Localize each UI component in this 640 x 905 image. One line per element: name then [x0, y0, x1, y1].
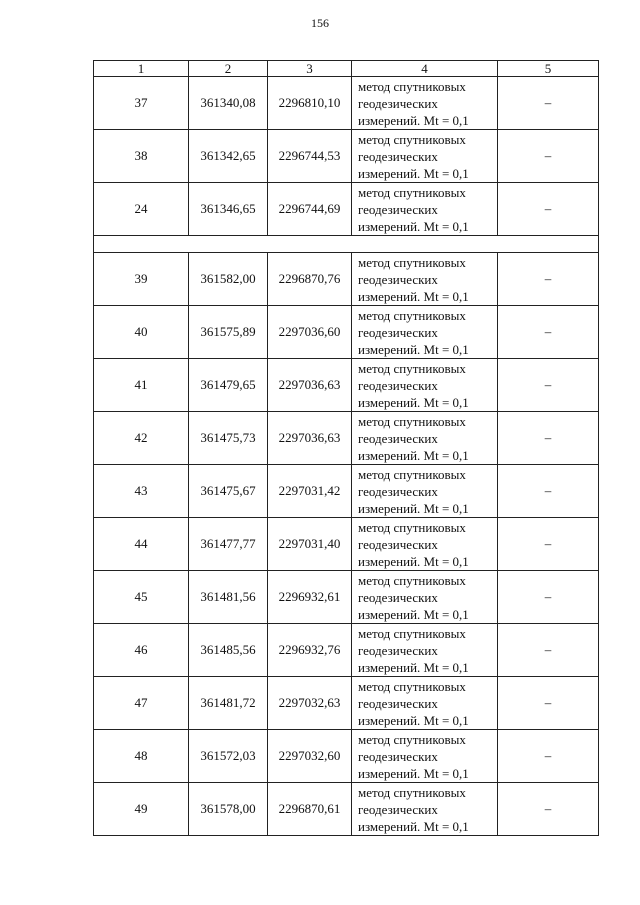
header-col-1: 1: [94, 61, 189, 77]
y-coordinate-cell: 2296932,76: [268, 624, 352, 677]
header-col-3: 3: [268, 61, 352, 77]
method-line: метод спутниковых: [358, 625, 466, 641]
method-cell: [352, 130, 498, 183]
y-coordinate-cell: 2297031,42: [268, 465, 352, 518]
method-line: метод спутниковых: [358, 131, 466, 147]
method-line: метод спутниковых: [358, 678, 466, 694]
point-number-cell: 46: [94, 624, 189, 677]
method-line: геодезических: [358, 695, 438, 711]
method-cell: [352, 518, 498, 571]
section-separator-cell: [94, 236, 599, 253]
point-number-cell: 38: [94, 130, 189, 183]
table-row: [94, 465, 599, 518]
point-number-cell: 24: [94, 183, 189, 236]
point-number-cell: 45: [94, 571, 189, 624]
method-cell: [352, 730, 498, 783]
method-line: геодезических: [358, 201, 438, 217]
note-cell: –: [498, 677, 599, 730]
point-number-cell: 40: [94, 306, 189, 359]
point-number-cell: 49: [94, 783, 189, 836]
point-number-cell: 37: [94, 77, 189, 130]
method-line: метод спутниковых: [358, 254, 466, 270]
y-coordinate-cell: 2297036,60: [268, 306, 352, 359]
x-coordinate-cell: 361475,67: [189, 465, 268, 518]
x-coordinate-cell: 361481,56: [189, 571, 268, 624]
method-line: измерений. Mt = 0,1: [358, 659, 469, 675]
table-row: [94, 571, 599, 624]
y-coordinate-cell: 2297036,63: [268, 359, 352, 412]
y-coordinate-cell: 2297036,63: [268, 412, 352, 465]
note-cell: –: [498, 253, 599, 306]
method-line: геодезических: [358, 271, 438, 287]
table-row: [94, 183, 599, 236]
table-row: [94, 130, 599, 183]
y-coordinate-cell: 2297031,40: [268, 518, 352, 571]
x-coordinate-cell: 361477,77: [189, 518, 268, 571]
table-header-row: [94, 61, 599, 77]
page-number: 156: [311, 16, 329, 30]
x-coordinate-cell: 361575,89: [189, 306, 268, 359]
method-line: геодезических: [358, 536, 438, 552]
method-cell: [352, 624, 498, 677]
method-line: метод спутниковых: [358, 413, 466, 429]
method-cell: [352, 359, 498, 412]
point-number-cell: 47: [94, 677, 189, 730]
point-number-cell: 43: [94, 465, 189, 518]
method-cell: [352, 677, 498, 730]
method-line: геодезических: [358, 589, 438, 605]
header-col-4: 4: [352, 61, 498, 77]
method-line: метод спутниковых: [358, 78, 466, 94]
table-row: [94, 412, 599, 465]
table-row: [94, 624, 599, 677]
table-row: [94, 253, 599, 306]
note-cell: –: [498, 465, 599, 518]
note-cell: –: [498, 412, 599, 465]
method-cell: [352, 183, 498, 236]
method-line: метод спутниковых: [358, 784, 466, 800]
method-line: измерений. Mt = 0,1: [358, 818, 469, 834]
table-row: [94, 77, 599, 130]
y-coordinate-cell: 2296870,76: [268, 253, 352, 306]
note-cell: –: [498, 183, 599, 236]
point-number-cell: 48: [94, 730, 189, 783]
note-cell: –: [498, 571, 599, 624]
method-cell: [352, 783, 498, 836]
method-line: геодезических: [358, 95, 438, 111]
method-line: метод спутниковых: [358, 731, 466, 747]
method-line: метод спутниковых: [358, 184, 466, 200]
x-coordinate-cell: 361572,03: [189, 730, 268, 783]
note-cell: –: [498, 77, 599, 130]
method-line: измерений. Mt = 0,1: [358, 606, 469, 622]
x-coordinate-cell: 361340,08: [189, 77, 268, 130]
coordinates-table: [93, 60, 599, 836]
table-row: [94, 783, 599, 836]
y-coordinate-cell: 2297032,60: [268, 730, 352, 783]
note-cell: –: [498, 130, 599, 183]
x-coordinate-cell: 361481,72: [189, 677, 268, 730]
method-line: геодезических: [358, 148, 438, 164]
y-coordinate-cell: 2296744,53: [268, 130, 352, 183]
x-coordinate-cell: 361578,00: [189, 783, 268, 836]
y-coordinate-cell: 2297032,63: [268, 677, 352, 730]
method-line: метод спутниковых: [358, 466, 466, 482]
method-line: измерений. Mt = 0,1: [358, 394, 469, 410]
table-body: [94, 77, 599, 836]
y-coordinate-cell: 2296932,61: [268, 571, 352, 624]
method-line: измерений. Mt = 0,1: [358, 500, 469, 516]
method-line: измерений. Mt = 0,1: [358, 712, 469, 728]
table-row: [94, 306, 599, 359]
method-line: измерений. Mt = 0,1: [358, 341, 469, 357]
method-line: измерений. Mt = 0,1: [358, 112, 469, 128]
point-number-cell: 41: [94, 359, 189, 412]
x-coordinate-cell: 361582,00: [189, 253, 268, 306]
note-cell: –: [498, 359, 599, 412]
header-col-2: 2: [189, 61, 268, 77]
table-row: [94, 730, 599, 783]
table-row: [94, 677, 599, 730]
point-number-cell: 42: [94, 412, 189, 465]
x-coordinate-cell: 361475,73: [189, 412, 268, 465]
x-coordinate-cell: 361479,65: [189, 359, 268, 412]
method-line: метод спутниковых: [358, 307, 466, 323]
method-line: измерений. Mt = 0,1: [358, 165, 469, 181]
x-coordinate-cell: 361346,65: [189, 183, 268, 236]
y-coordinate-cell: 2296810,10: [268, 77, 352, 130]
note-cell: –: [498, 306, 599, 359]
method-cell: [352, 465, 498, 518]
method-line: измерений. Mt = 0,1: [358, 218, 469, 234]
method-line: геодезических: [358, 748, 438, 764]
note-cell: –: [498, 624, 599, 677]
note-cell: –: [498, 518, 599, 571]
x-coordinate-cell: 361342,65: [189, 130, 268, 183]
note-cell: –: [498, 730, 599, 783]
table-row: [94, 518, 599, 571]
method-line: метод спутниковых: [358, 360, 466, 376]
method-line: геодезических: [358, 324, 438, 340]
method-line: геодезических: [358, 801, 438, 817]
method-line: метод спутниковых: [358, 572, 466, 588]
point-number-cell: 39: [94, 253, 189, 306]
method-line: измерений. Mt = 0,1: [358, 447, 469, 463]
method-cell: [352, 571, 498, 624]
method-line: геодезических: [358, 377, 438, 393]
x-coordinate-cell: 361485,56: [189, 624, 268, 677]
header-col-5: 5: [498, 61, 599, 77]
method-line: метод спутниковых: [358, 519, 466, 535]
method-cell: [352, 253, 498, 306]
method-cell: [352, 77, 498, 130]
method-line: геодезических: [358, 642, 438, 658]
method-line: измерений. Mt = 0,1: [358, 553, 469, 569]
method-line: измерений. Mt = 0,1: [358, 288, 469, 304]
method-cell: [352, 306, 498, 359]
table-row: [94, 359, 599, 412]
method-line: геодезических: [358, 430, 438, 446]
method-line: геодезических: [358, 483, 438, 499]
y-coordinate-cell: 2296744,69: [268, 183, 352, 236]
method-cell: [352, 412, 498, 465]
method-line: измерений. Mt = 0,1: [358, 765, 469, 781]
note-cell: –: [498, 783, 599, 836]
section-separator-row: [94, 236, 599, 253]
y-coordinate-cell: 2296870,61: [268, 783, 352, 836]
point-number-cell: 44: [94, 518, 189, 571]
